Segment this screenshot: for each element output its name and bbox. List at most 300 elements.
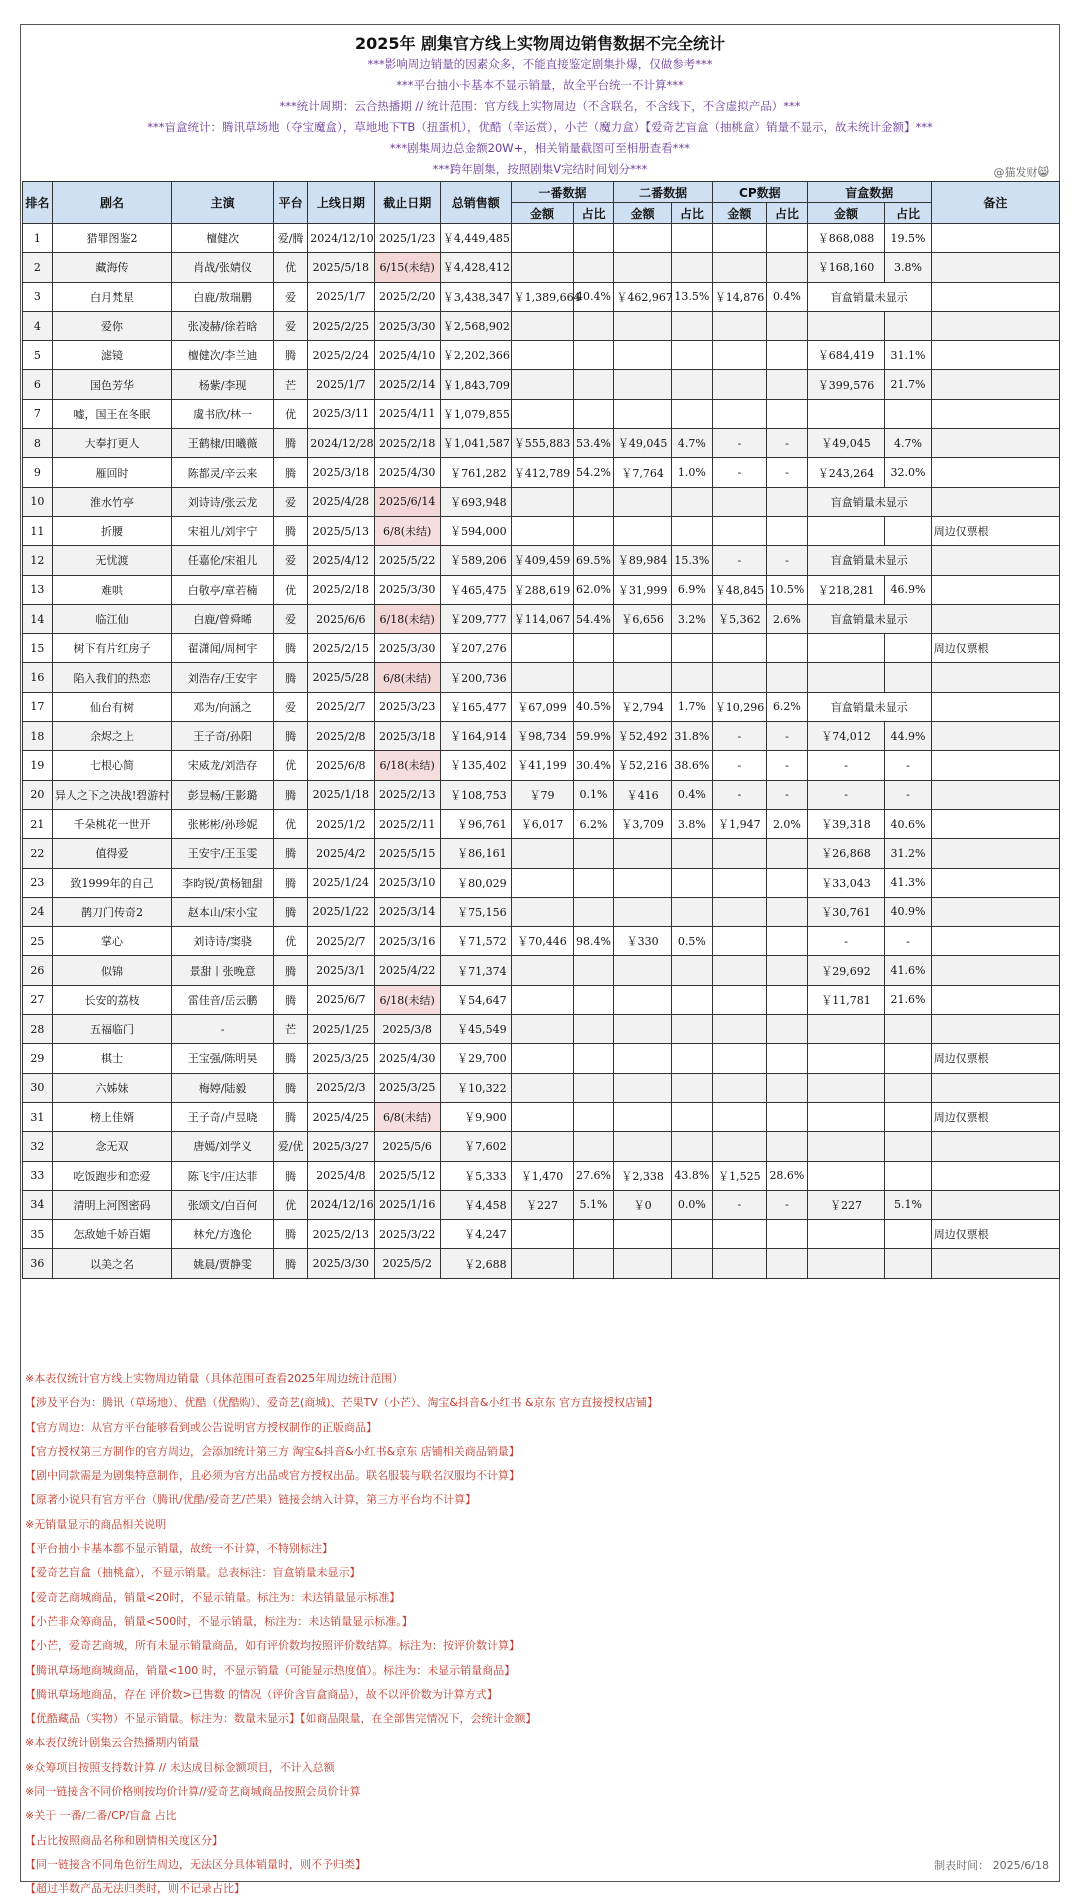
- cell-title: 似锦: [52, 956, 171, 985]
- cell-cast: 赵本山/宋小宝: [172, 897, 274, 926]
- cell-lead2-amount: [614, 1015, 671, 1044]
- cell-cp-amount: [712, 1044, 766, 1073]
- cell-remark: [931, 1249, 1059, 1278]
- cell-end-date: 2025/1/23: [374, 224, 440, 253]
- cell-lead2-amount: ￥52,216: [614, 751, 671, 780]
- cell-cp-ratio: [766, 868, 807, 897]
- cell-title: 滤镜: [52, 341, 171, 370]
- cell-lead2-ratio: [671, 370, 712, 399]
- cell-total: ￥86,161: [440, 839, 511, 868]
- cell-lead1-amount: [511, 839, 573, 868]
- cell-blindbox-ratio: [885, 311, 931, 340]
- cell-cast: 陈都灵/辛云来: [172, 458, 274, 487]
- footnote-line: 【爱奇艺商城商品，销量<20时，不显示销量。标注为：未达销量显示标准】: [25, 1590, 401, 1604]
- cell-cp-amount: ￥1,947: [712, 809, 766, 838]
- cell-end-date: 6/15(未结): [374, 253, 440, 282]
- cell-start-date: 2025/5/18: [308, 253, 374, 282]
- cell-cp-amount: [712, 663, 766, 692]
- cell-end-date: 6/8(未结): [374, 663, 440, 692]
- cell-lead2-ratio: 4.7%: [671, 429, 712, 458]
- table-row: [23, 282, 1060, 311]
- footnote-line: 【原著小说只有官方平台（腾讯/优酷/爱奇艺/芒果）链接会纳入计算，第三方平台均不计算】: [25, 1493, 477, 1507]
- cell-remark: [931, 1132, 1059, 1161]
- header-end-date: 截止日期: [374, 182, 440, 224]
- cell-rank: 27: [23, 985, 53, 1014]
- cell-rank: 4: [23, 311, 53, 340]
- cell-rank: 13: [23, 575, 53, 604]
- cell-platform: 腾: [273, 1161, 307, 1190]
- cell-end-date: 2025/4/11: [374, 399, 440, 428]
- cell-end-date: 6/18(未结): [374, 604, 440, 633]
- cell-lead1-ratio: [573, 311, 614, 340]
- cell-start-date: 2025/5/13: [308, 516, 374, 545]
- note-line: ***影响周边销量的因素众多，不能直接鉴定剧集扑爆，仅做参考***: [367, 57, 713, 71]
- cell-remark: 周边仅票根: [931, 1220, 1059, 1249]
- cell-lead2-amount: [614, 311, 671, 340]
- cell-lead2-amount: [614, 868, 671, 897]
- cell-cp-ratio: 10.5%: [766, 575, 807, 604]
- cell-rank: 23: [23, 868, 53, 897]
- cell-remark: [931, 897, 1059, 926]
- cell-rank: 21: [23, 809, 53, 838]
- cell-lead1-ratio: 30.4%: [573, 751, 614, 780]
- cell-lead1-amount: [511, 956, 573, 985]
- cell-cp-ratio: -: [766, 546, 807, 575]
- table-row: [23, 1132, 1060, 1161]
- cell-cp-amount: -: [712, 722, 766, 751]
- cell-lead1-ratio: [573, 897, 614, 926]
- cell-remark: [931, 663, 1059, 692]
- cell-end-date: 2025/4/22: [374, 956, 440, 985]
- cell-lead2-ratio: [671, 253, 712, 282]
- cell-rank: 35: [23, 1220, 53, 1249]
- cell-blindbox-ratio: [885, 634, 931, 663]
- cell-cast: 唐嫣/刘学义: [172, 1132, 274, 1161]
- cell-platform: 腾: [273, 1220, 307, 1249]
- cell-remark: [931, 868, 1059, 897]
- cell-lead2-amount: [614, 634, 671, 663]
- cell-cast: 刘浩存/王安宇: [172, 663, 274, 692]
- cell-start-date: 2025/1/22: [308, 897, 374, 926]
- cell-cp-ratio: -: [766, 780, 807, 809]
- cell-end-date: 2025/3/18: [374, 722, 440, 751]
- cell-rank: 15: [23, 634, 53, 663]
- cell-rank: 34: [23, 1190, 53, 1219]
- cell-blindbox-amount: ￥29,692: [807, 956, 884, 985]
- cell-blindbox-ratio: 19.5%: [885, 224, 931, 253]
- cell-cast: 张凌赫/徐若晗: [172, 311, 274, 340]
- cell-start-date: 2025/3/1: [308, 956, 374, 985]
- cell-cp-amount: [712, 224, 766, 253]
- cell-blindbox-amount: 盲盒销量未显示: [807, 546, 931, 575]
- table-row: [23, 1220, 1060, 1249]
- cell-end-date: 6/18(未结): [374, 985, 440, 1014]
- cell-end-date: 2025/2/11: [374, 809, 440, 838]
- cell-blindbox-ratio: -: [885, 927, 931, 956]
- cell-platform: 优: [273, 253, 307, 282]
- cell-lead2-ratio: [671, 663, 712, 692]
- table-row: [23, 575, 1060, 604]
- cell-blindbox-ratio: [885, 1161, 931, 1190]
- cell-lead2-amount: [614, 1220, 671, 1249]
- cell-lead2-ratio: [671, 956, 712, 985]
- cell-blindbox-amount: ￥33,043: [807, 868, 884, 897]
- cell-start-date: 2025/6/7: [308, 985, 374, 1014]
- footnote-line: ※同一链接含不同价格则按均价计算//爱奇艺商城商品按照会员价计算: [25, 1785, 361, 1799]
- footnote-line: 【同一链接含不同角色衍生周边，无法区分具体销量时，则不予归类】: [25, 1857, 366, 1871]
- cell-blindbox-amount: -: [807, 927, 884, 956]
- cell-platform: 腾: [273, 1102, 307, 1131]
- cell-platform: 腾: [273, 1249, 307, 1278]
- cell-lead1-amount: ￥227: [511, 1190, 573, 1219]
- cell-lead1-ratio: [573, 399, 614, 428]
- cell-start-date: 2025/1/25: [308, 1015, 374, 1044]
- cell-lead1-ratio: [573, 1044, 614, 1073]
- cell-lead1-ratio: 0.1%: [573, 780, 614, 809]
- cell-total: ￥96,761: [440, 809, 511, 838]
- cell-rank: 29: [23, 1044, 53, 1073]
- cell-remark: [931, 1161, 1059, 1190]
- table-row: [23, 839, 1060, 868]
- cell-cp-ratio: [766, 839, 807, 868]
- cell-lead2-amount: [614, 399, 671, 428]
- cell-rank: 5: [23, 341, 53, 370]
- cell-cp-ratio: 2.0%: [766, 809, 807, 838]
- cell-total: ￥4,428,412: [440, 253, 511, 282]
- footnote-line: 【优酷藏品（实物）不显示销量。标注为：数量未显示】【如商品限量，在全部售完情况下，会统计金额】: [25, 1712, 537, 1726]
- cell-cp-amount: [712, 1015, 766, 1044]
- cell-platform: 优: [273, 1190, 307, 1219]
- cell-lead2-ratio: [671, 311, 712, 340]
- cell-cast: 白敬亭/章若楠: [172, 575, 274, 604]
- cell-remark: [931, 985, 1059, 1014]
- cell-title: 难哄: [52, 575, 171, 604]
- cell-cast: 宋威龙/刘浩存: [172, 751, 274, 780]
- cell-rank: 16: [23, 663, 53, 692]
- cell-cp-ratio: [766, 1220, 807, 1249]
- cell-start-date: 2025/1/18: [308, 780, 374, 809]
- cell-cp-ratio: [766, 341, 807, 370]
- cell-blindbox-amount: ￥30,761: [807, 897, 884, 926]
- cell-total: ￥2,688: [440, 1249, 511, 1278]
- cell-cp-ratio: -: [766, 1190, 807, 1219]
- cell-end-date: 6/8(未结): [374, 1102, 440, 1131]
- cell-total: ￥9,900: [440, 1102, 511, 1131]
- cell-blindbox-ratio: [885, 1073, 931, 1102]
- cell-blindbox-ratio: 44.9%: [885, 722, 931, 751]
- cell-cp-ratio: -: [766, 458, 807, 487]
- cell-cp-ratio: 0.4%: [766, 282, 807, 311]
- cell-platform: 优: [273, 399, 307, 428]
- table-row: [23, 868, 1060, 897]
- cell-rank: 31: [23, 1102, 53, 1131]
- cell-start-date: 2025/3/25: [308, 1044, 374, 1073]
- subheader-ratio: 占比: [766, 203, 807, 224]
- cell-platform: 爱/腾: [273, 224, 307, 253]
- cell-lead1-ratio: 54.4%: [573, 604, 614, 633]
- cell-title: 白月梵星: [52, 282, 171, 311]
- cell-lead1-ratio: [573, 253, 614, 282]
- cell-total: ￥209,777: [440, 604, 511, 633]
- cell-cp-ratio: [766, 663, 807, 692]
- subheader-ratio: 占比: [671, 203, 712, 224]
- footnote-line: ※关于 一番/二番/CP/盲盒 占比: [25, 1809, 177, 1823]
- cell-rank: 12: [23, 546, 53, 575]
- cell-platform: 腾: [273, 663, 307, 692]
- cell-lead1-amount: [511, 311, 573, 340]
- cell-lead1-ratio: [573, 663, 614, 692]
- cell-end-date: 2025/5/12: [374, 1161, 440, 1190]
- cell-platform: 腾: [273, 1044, 307, 1073]
- cell-lead2-ratio: [671, 985, 712, 1014]
- cell-blindbox-amount: 盲盒销量未显示: [807, 692, 931, 721]
- cell-lead1-ratio: 62.0%: [573, 575, 614, 604]
- cell-start-date: 2024/12/10: [308, 224, 374, 253]
- cell-title: 淮水竹亭: [52, 487, 171, 516]
- cell-lead1-amount: [511, 1102, 573, 1131]
- table-row: [23, 663, 1060, 692]
- cell-remark: [931, 429, 1059, 458]
- cell-blindbox-amount: [807, 1015, 884, 1044]
- cell-cp-amount: -: [712, 546, 766, 575]
- cell-blindbox-amount: ￥243,264: [807, 458, 884, 487]
- cell-end-date: 2025/3/16: [374, 927, 440, 956]
- header-total: 总销售额: [440, 182, 511, 224]
- cell-remark: [931, 692, 1059, 721]
- cell-lead1-ratio: [573, 634, 614, 663]
- cell-blindbox-ratio: 31.2%: [885, 839, 931, 868]
- cell-blindbox-ratio: 40.9%: [885, 897, 931, 926]
- footnote-line: 【官方周边：从官方平台能够看到或公告说明官方授权制作的正版商品】: [25, 1420, 377, 1434]
- cell-start-date: 2025/6/6: [308, 604, 374, 633]
- cell-start-date: 2025/1/2: [308, 809, 374, 838]
- cell-lead2-amount: [614, 487, 671, 516]
- cell-rank: 26: [23, 956, 53, 985]
- cell-title: 余烬之上: [52, 722, 171, 751]
- cell-lead2-amount: ￥462,967: [614, 282, 671, 311]
- cell-lead1-amount: ￥1,470: [511, 1161, 573, 1190]
- cell-lead2-amount: [614, 839, 671, 868]
- cell-cast: 檀健次/李兰迪: [172, 341, 274, 370]
- cell-remark: [931, 809, 1059, 838]
- cell-lead1-ratio: [573, 956, 614, 985]
- footnote-line: 【小芒非众筹商品，销量<500时，不显示销量，标注为：未达销量显示标准。】: [25, 1614, 413, 1628]
- cell-platform: 腾: [273, 458, 307, 487]
- cell-lead2-ratio: 0.0%: [671, 1190, 712, 1219]
- cell-lead2-amount: [614, 224, 671, 253]
- cell-blindbox-amount: [807, 663, 884, 692]
- cell-title: 嘘，国王在冬眠: [52, 399, 171, 428]
- cell-lead2-ratio: [671, 1132, 712, 1161]
- cell-platform: 腾: [273, 868, 307, 897]
- cell-blindbox-ratio: 3.8%: [885, 253, 931, 282]
- cell-total: ￥108,753: [440, 780, 511, 809]
- cell-total: ￥75,156: [440, 897, 511, 926]
- cell-platform: 腾: [273, 897, 307, 926]
- cell-lead1-amount: [511, 1249, 573, 1278]
- cell-title: 值得爱: [52, 839, 171, 868]
- cell-rank: 18: [23, 722, 53, 751]
- cell-lead2-amount: [614, 897, 671, 926]
- cell-rank: 30: [23, 1073, 53, 1102]
- cell-cp-amount: -: [712, 1190, 766, 1219]
- cell-cast: 邓为/向涵之: [172, 692, 274, 721]
- table-row: [23, 780, 1060, 809]
- cell-lead2-ratio: [671, 1220, 712, 1249]
- cell-end-date: 2025/4/30: [374, 458, 440, 487]
- cell-title: 折腰: [52, 516, 171, 545]
- cell-remark: [931, 751, 1059, 780]
- cell-end-date: 2025/4/30: [374, 1044, 440, 1073]
- cell-blindbox-amount: ￥399,576: [807, 370, 884, 399]
- cell-platform: 优: [273, 927, 307, 956]
- cell-end-date: 2025/3/22: [374, 1220, 440, 1249]
- cell-title: 国色芳华: [52, 370, 171, 399]
- cell-lead2-amount: ￥7,764: [614, 458, 671, 487]
- cell-cp-amount: [712, 1220, 766, 1249]
- cell-cast: 任嘉伦/宋祖儿: [172, 546, 274, 575]
- cell-end-date: 2025/2/14: [374, 370, 440, 399]
- header-start-date: 上线日期: [308, 182, 374, 224]
- cell-blindbox-ratio: 21.7%: [885, 370, 931, 399]
- cell-blindbox-ratio: [885, 1132, 931, 1161]
- cell-total: ￥4,449,485: [440, 224, 511, 253]
- cell-lead1-ratio: [573, 487, 614, 516]
- cell-platform: 爱: [273, 282, 307, 311]
- cell-start-date: 2025/4/25: [308, 1102, 374, 1131]
- cell-total: ￥1,041,587: [440, 429, 511, 458]
- cell-lead2-ratio: [671, 516, 712, 545]
- cell-blindbox-amount: [807, 1220, 884, 1249]
- cell-total: ￥164,914: [440, 722, 511, 751]
- cell-lead1-amount: [511, 224, 573, 253]
- cell-blindbox-ratio: -: [885, 751, 931, 780]
- cell-lead1-amount: [511, 868, 573, 897]
- cell-cp-ratio: [766, 1015, 807, 1044]
- cell-cp-amount: ￥5,362: [712, 604, 766, 633]
- cell-lead1-amount: ￥79: [511, 780, 573, 809]
- cell-end-date: 6/8(未结): [374, 516, 440, 545]
- cell-lead2-amount: [614, 341, 671, 370]
- cell-rank: 25: [23, 927, 53, 956]
- cell-lead1-amount: ￥70,446: [511, 927, 573, 956]
- cell-blindbox-amount: [807, 399, 884, 428]
- cell-remark: [931, 1015, 1059, 1044]
- cell-rank: 22: [23, 839, 53, 868]
- cell-end-date: 2025/2/20: [374, 282, 440, 311]
- cell-lead1-ratio: [573, 1073, 614, 1102]
- footnote-line: 【小芒，爱奇艺商城，所有未显示销量商品，如有评价数均按照评价数结算。标注为：按评价数计算】: [25, 1639, 520, 1653]
- header-lead1: 一番数据: [511, 182, 614, 203]
- cell-lead1-amount: ￥67,099: [511, 692, 573, 721]
- cell-rank: 19: [23, 751, 53, 780]
- cell-title: 无忧渡: [52, 546, 171, 575]
- cell-lead1-ratio: [573, 516, 614, 545]
- cell-lead1-amount: ￥114,067: [511, 604, 573, 633]
- cell-remark: [931, 927, 1059, 956]
- cell-title: 怎敌她千娇百媚: [52, 1220, 171, 1249]
- cell-lead2-amount: ￥2,794: [614, 692, 671, 721]
- cell-lead2-ratio: 3.8%: [671, 809, 712, 838]
- cell-end-date: 2025/3/30: [374, 634, 440, 663]
- cell-rank: 32: [23, 1132, 53, 1161]
- footnote-line: 【腾讯草场地商品，存在 评价数>已售数 的情况（评价含盲盒商品），故不以评价数为计算方式】: [25, 1687, 498, 1701]
- cell-lead2-amount: ￥52,492: [614, 722, 671, 751]
- cell-rank: 11: [23, 516, 53, 545]
- cell-remark: [931, 780, 1059, 809]
- cell-start-date: 2025/2/24: [308, 341, 374, 370]
- cell-lead1-amount: [511, 1015, 573, 1044]
- cell-lead2-ratio: [671, 399, 712, 428]
- cell-blindbox-amount: 盲盒销量未显示: [807, 604, 931, 633]
- cell-rank: 8: [23, 429, 53, 458]
- cell-blindbox-ratio: [885, 1044, 931, 1073]
- cell-lead1-ratio: 69.5%: [573, 546, 614, 575]
- cell-platform: 爱/优: [273, 1132, 307, 1161]
- cell-lead1-amount: [511, 399, 573, 428]
- cell-start-date: 2025/3/27: [308, 1132, 374, 1161]
- cell-cp-ratio: [766, 985, 807, 1014]
- cell-blindbox-amount: [807, 1132, 884, 1161]
- cell-remark: [931, 575, 1059, 604]
- cell-lead1-amount: [511, 1073, 573, 1102]
- cell-cp-amount: [712, 341, 766, 370]
- cell-cp-amount: [712, 1132, 766, 1161]
- cell-start-date: 2025/4/28: [308, 487, 374, 516]
- table-row: [23, 1015, 1060, 1044]
- cell-title: 大奉打更人: [52, 429, 171, 458]
- cell-platform: 腾: [273, 634, 307, 663]
- table-row: [23, 399, 1060, 428]
- cell-total: ￥594,000: [440, 516, 511, 545]
- cell-lead2-amount: [614, 1044, 671, 1073]
- cell-lead1-amount: ￥1,389,664: [511, 282, 573, 311]
- subheader-ratio: 占比: [573, 203, 614, 224]
- header-platform: 平台: [273, 182, 307, 224]
- cell-cp-ratio: [766, 1249, 807, 1278]
- cell-remark: [931, 487, 1059, 516]
- table-row: [23, 224, 1060, 253]
- cell-cp-ratio: -: [766, 429, 807, 458]
- note-line: ***统计周期：云合热播期 // 统计范围：官方线上实物周边（不含联名，不含线下，不含虚拟产品）***: [279, 99, 801, 113]
- cell-cast: 景甜丨张晚意: [172, 956, 274, 985]
- cell-lead1-ratio: [573, 868, 614, 897]
- cell-remark: [931, 282, 1059, 311]
- cell-end-date: 6/18(未结): [374, 751, 440, 780]
- cell-cp-amount: -: [712, 780, 766, 809]
- cell-total: ￥1,079,855: [440, 399, 511, 428]
- cell-platform: 爱: [273, 311, 307, 340]
- cell-lead1-amount: [511, 516, 573, 545]
- cell-rank: 28: [23, 1015, 53, 1044]
- cell-blindbox-amount: [807, 1073, 884, 1102]
- cell-cast: 姚晨/贾静雯: [172, 1249, 274, 1278]
- cell-blindbox-ratio: [885, 516, 931, 545]
- cell-total: ￥693,948: [440, 487, 511, 516]
- cell-total: ￥4,247: [440, 1220, 511, 1249]
- cell-lead2-ratio: [671, 839, 712, 868]
- note-line: ***跨年剧集，按照剧集V完结时间划分***: [432, 162, 648, 176]
- cell-end-date: 2025/5/22: [374, 546, 440, 575]
- cell-total: ￥4,458: [440, 1190, 511, 1219]
- cell-lead1-amount: [511, 897, 573, 926]
- cell-end-date: 2025/2/13: [374, 780, 440, 809]
- cell-total: ￥589,206: [440, 546, 511, 575]
- cell-blindbox-amount: [807, 1044, 884, 1073]
- cell-blindbox-ratio: 4.7%: [885, 429, 931, 458]
- cell-cp-amount: [712, 985, 766, 1014]
- cell-start-date: 2025/6/8: [308, 751, 374, 780]
